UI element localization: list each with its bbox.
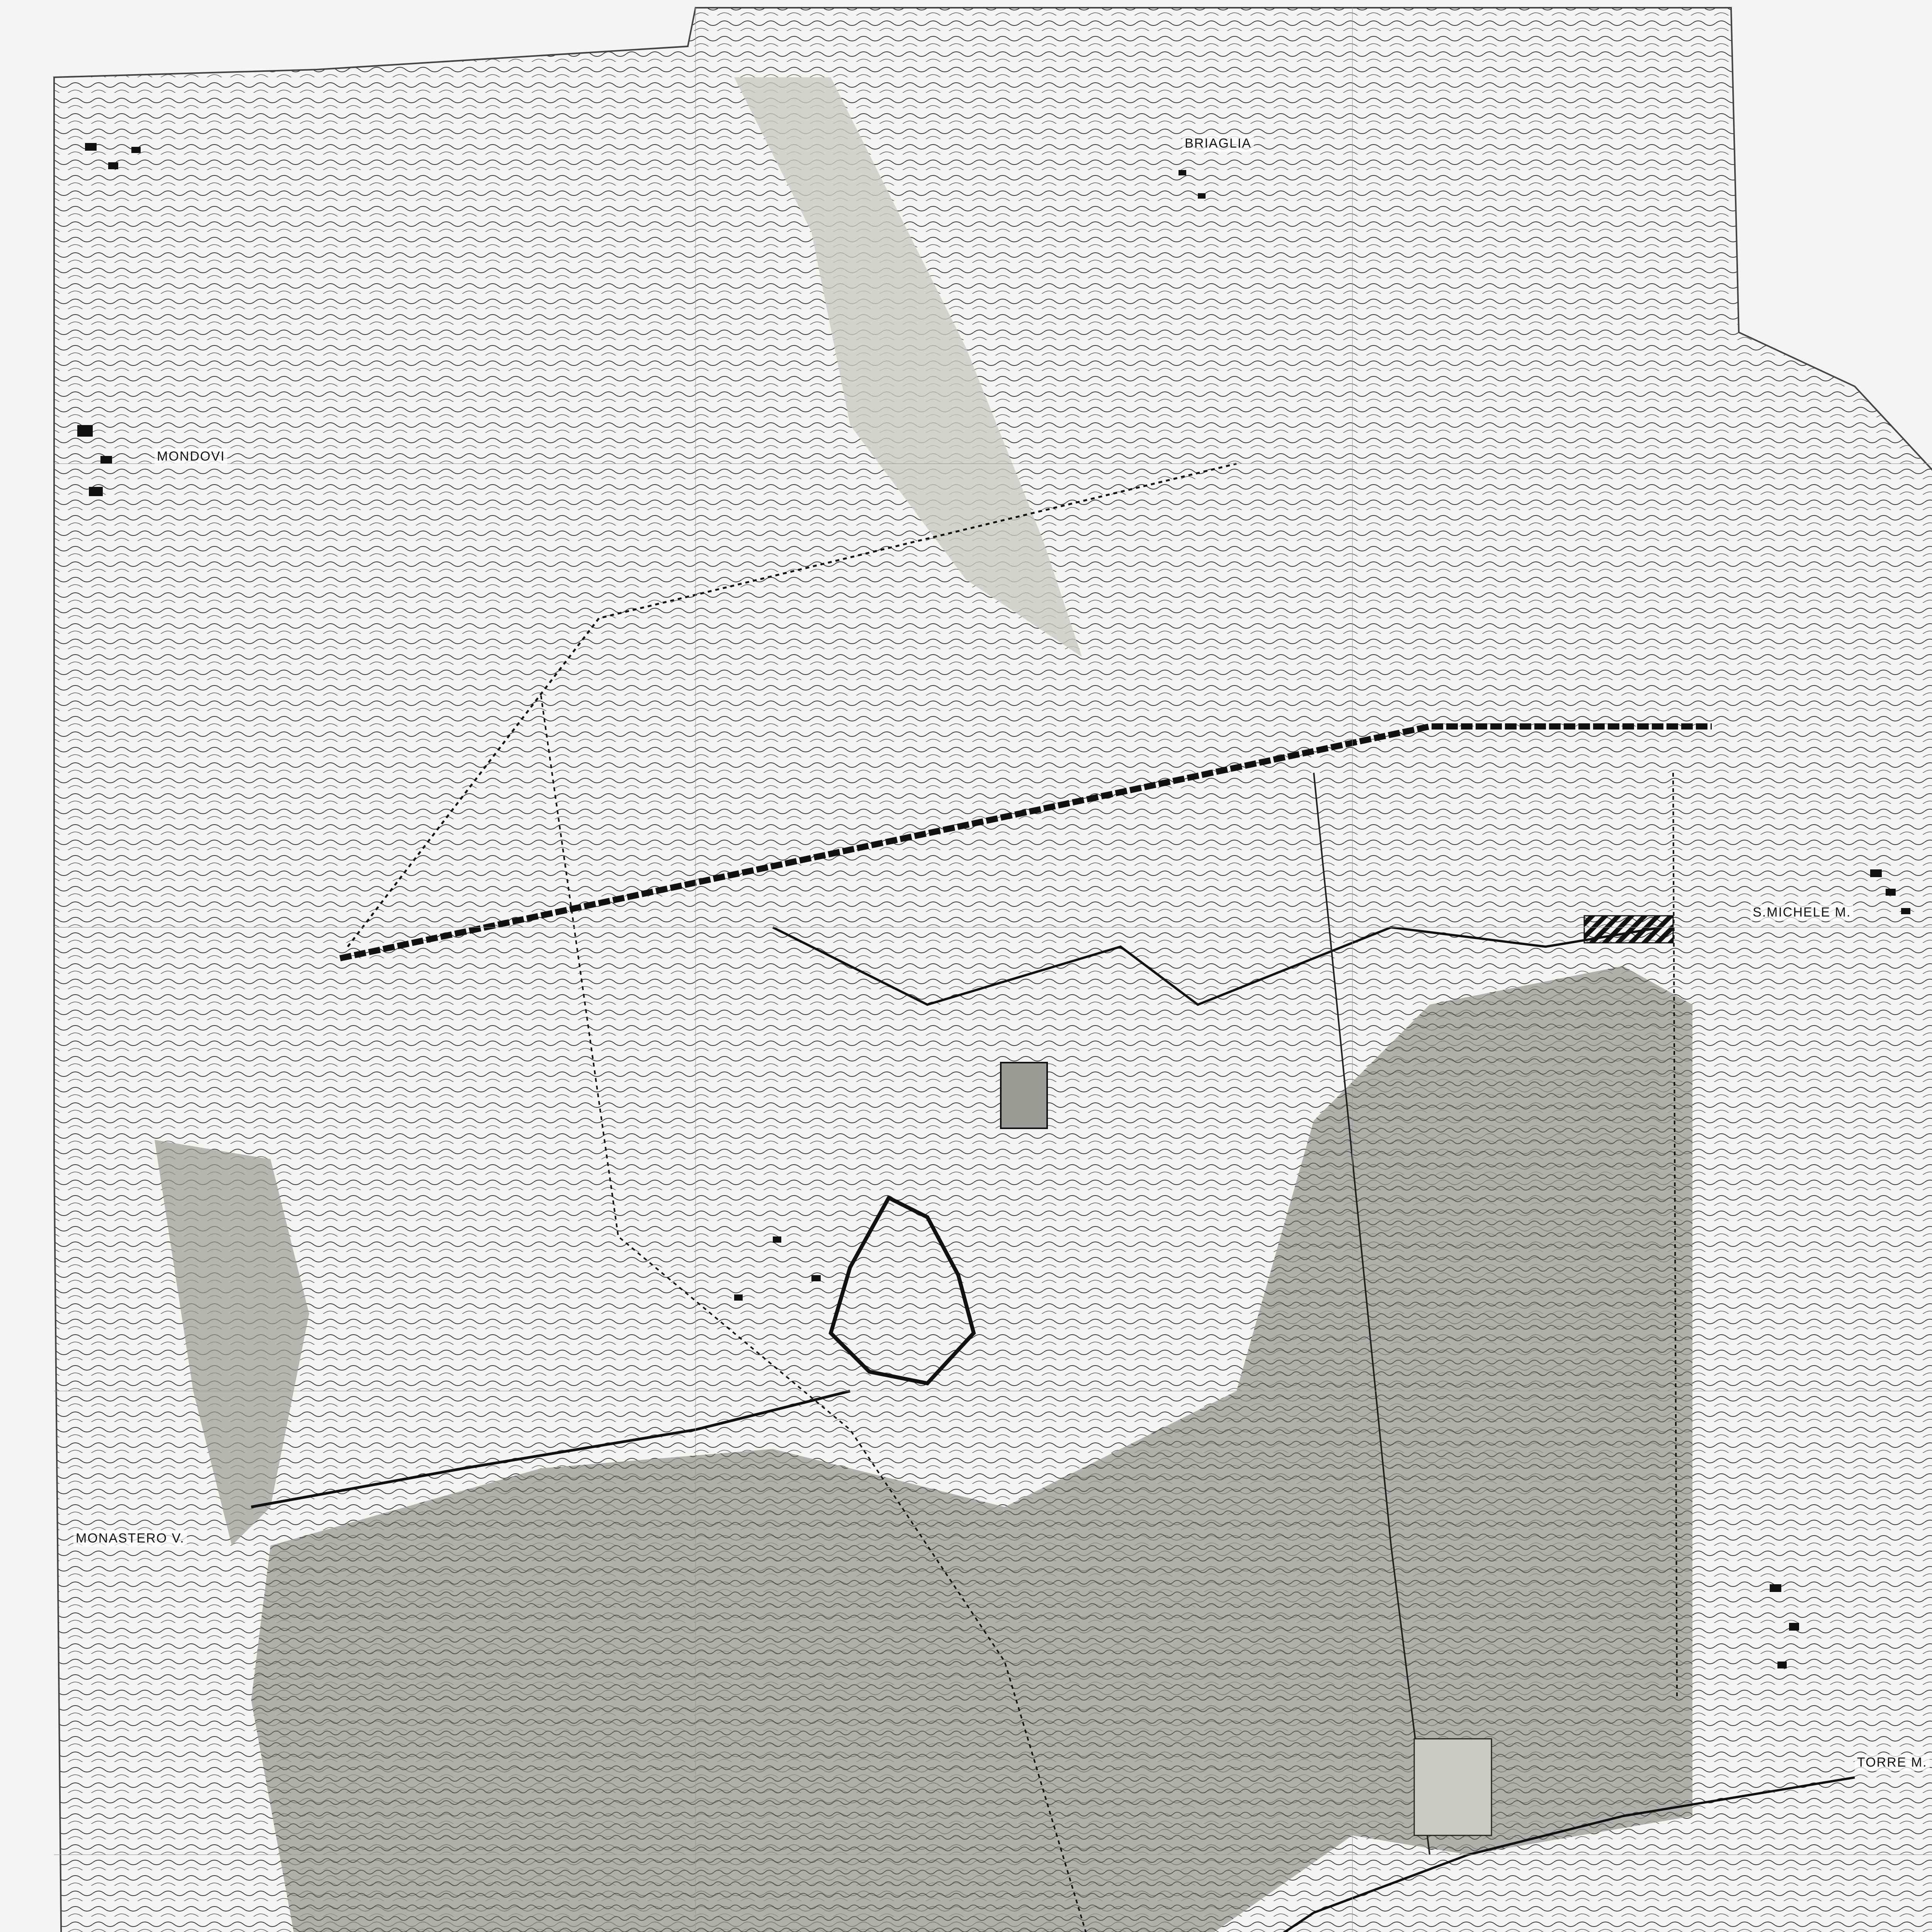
place-briaglia: BRIAGLIA xyxy=(1182,135,1254,152)
place-s-michele: S.MICHELE M. xyxy=(1750,904,1853,921)
place-torre: TORRE M. xyxy=(1855,1754,1930,1771)
place-mondovi: MONDOVI xyxy=(155,448,227,465)
place-monastero: MONASTERO V. xyxy=(73,1530,187,1547)
ffss-area xyxy=(1584,916,1673,943)
